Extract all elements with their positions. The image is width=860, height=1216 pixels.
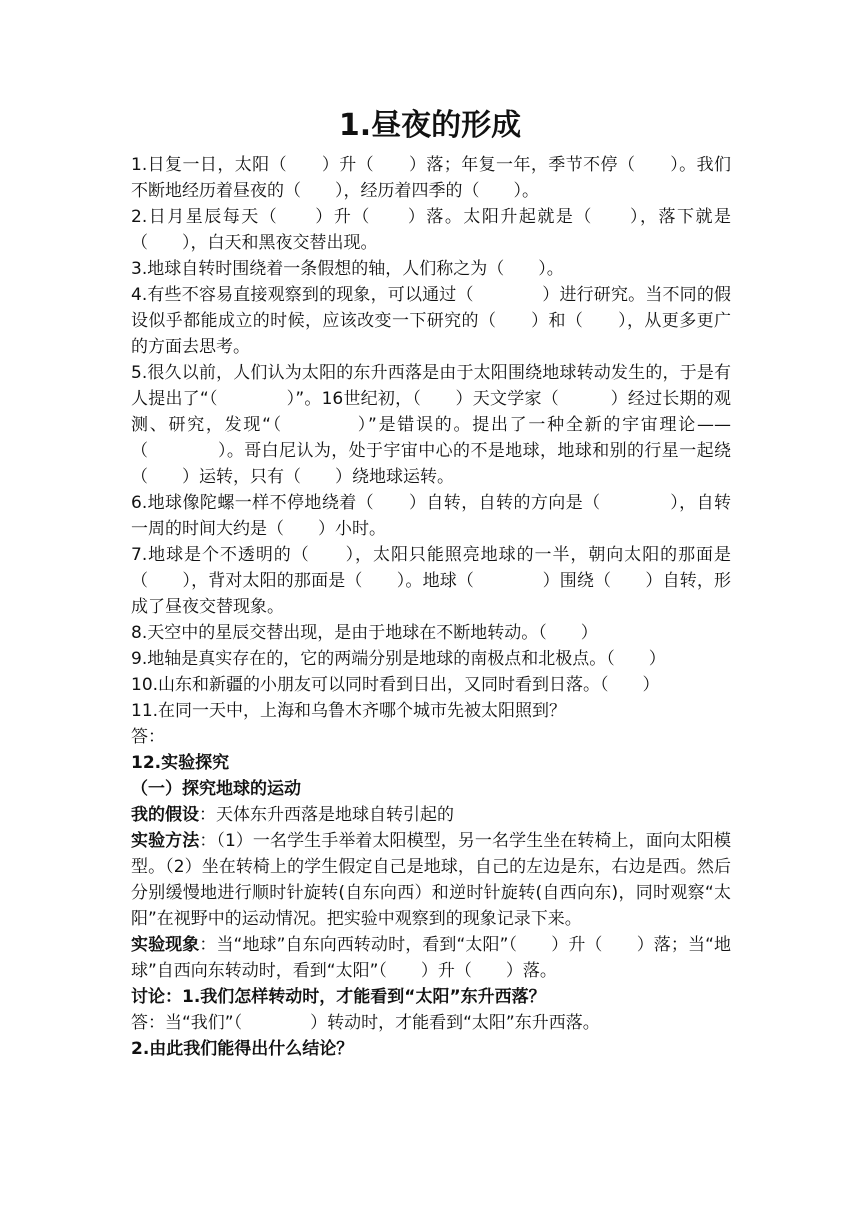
question-5: 5.很久以前，人们认为太阳的东升西落是由于太阳围绕地球转动发生的，于是有人提出了“（ ）”。16世纪初，（ ）天文学家（ ）经过长期的观测、研究，发现“（ ）”是错误的。提出了一种全新的宇宙理论——（ ）。哥白尼认为，处于宇宙中心的不是地球，地球和别的行星一起绕（ ）运转，只有（ ）绕地球运转。 (131, 363, 731, 487)
question-6: 6.地球像陀螺一样不停地绕着（ ）自转，自转的方向是（ ），自转一周的时间大约是（ ）小时。 (131, 493, 731, 539)
question-10: 10.山东和新疆的小朋友可以同时看到日出，又同时看到日落。（ ） (131, 675, 660, 695)
experiment-method: 实验方法：（1）一名学生手举着太阳模型，另一名学生坐在转椅上，面向太阳模型。（2）坐在转椅上的学生假定自己是地球，自己的左边是东，右边是西。然后分别缓慢地进行顺时针旋转(自东向西）和逆时针旋转(自西向东)，同时观察“太阳”在视野中的运动情况。把实验中观察到的现象记录下来。 (131, 831, 731, 929)
question-1: 1.日复一日，太阳（ ）升（ ）落；年复一年，季节不停（ ）。我们不断地经历着昼夜的（ ），经历着四季的（ ）。 (131, 155, 731, 201)
experiment-phenomenon: 实验现象：当“地球”自东向西转动时，看到“太阳”（ ）升（ ）落；当“地球”自西向东转动时，看到“太阳”（ ）升（ ）落。 (131, 935, 731, 981)
section-heading-experiment: 12.实验探究 (131, 753, 230, 773)
discussion-answer-1: 答：当“我们”（ ）转动时，才能看到“太阳”东升西落。 (131, 1013, 600, 1033)
page-title: 1.昼夜的形成 (338, 108, 522, 143)
question-2: 2.日月星辰每天（ ）升（ ）落。太阳升起就是（ ），落下就是（ ），白天和黑夜交替出现。 (131, 207, 731, 253)
question-7: 7.地球是个不透明的（ ），太阳只能照亮地球的一半，朝向太阳的那面是（ ），背对太阳的那面是（ ）。地球（ ）围绕（ ）自转，形成了昼夜交替现象。 (131, 545, 731, 617)
worksheet-body (131, 152, 731, 1062)
hypothesis: 我的假设：天体东升西落是地球自转引起的 (131, 805, 454, 825)
question-4: 4.有些不容易直接观察到的现象，可以通过（ ）进行研究。当不同的假设似乎都能成立的时候，应该改变一下研究的（ ）和（ ），从更多更广的方面去思考。 (131, 285, 731, 357)
discussion-question-2: 2.由此我们能得出什么结论？ (131, 1039, 354, 1059)
question-8: 8.天空中的星辰交替出现，是由于地球在不断地转动。（ ） (131, 623, 598, 643)
subsection-heading-earth-motion: （一）探究地球的运动 (131, 779, 301, 799)
question-11: 11.在同一天中，上海和乌鲁木齐哪个城市先被太阳照到？ (131, 701, 567, 721)
discussion-question-1: 讨论：1.我们怎样转动时，才能看到“太阳”东升西落？ (131, 987, 546, 1007)
question-9: 9.地轴是真实存在的，它的两端分别是地球的南极点和北极点。（ ） (131, 649, 666, 669)
question-3: 3.地球自转时围绕着一条假想的轴，人们称之为（ ）。 (131, 259, 564, 279)
answer-11: 答： (131, 727, 165, 747)
